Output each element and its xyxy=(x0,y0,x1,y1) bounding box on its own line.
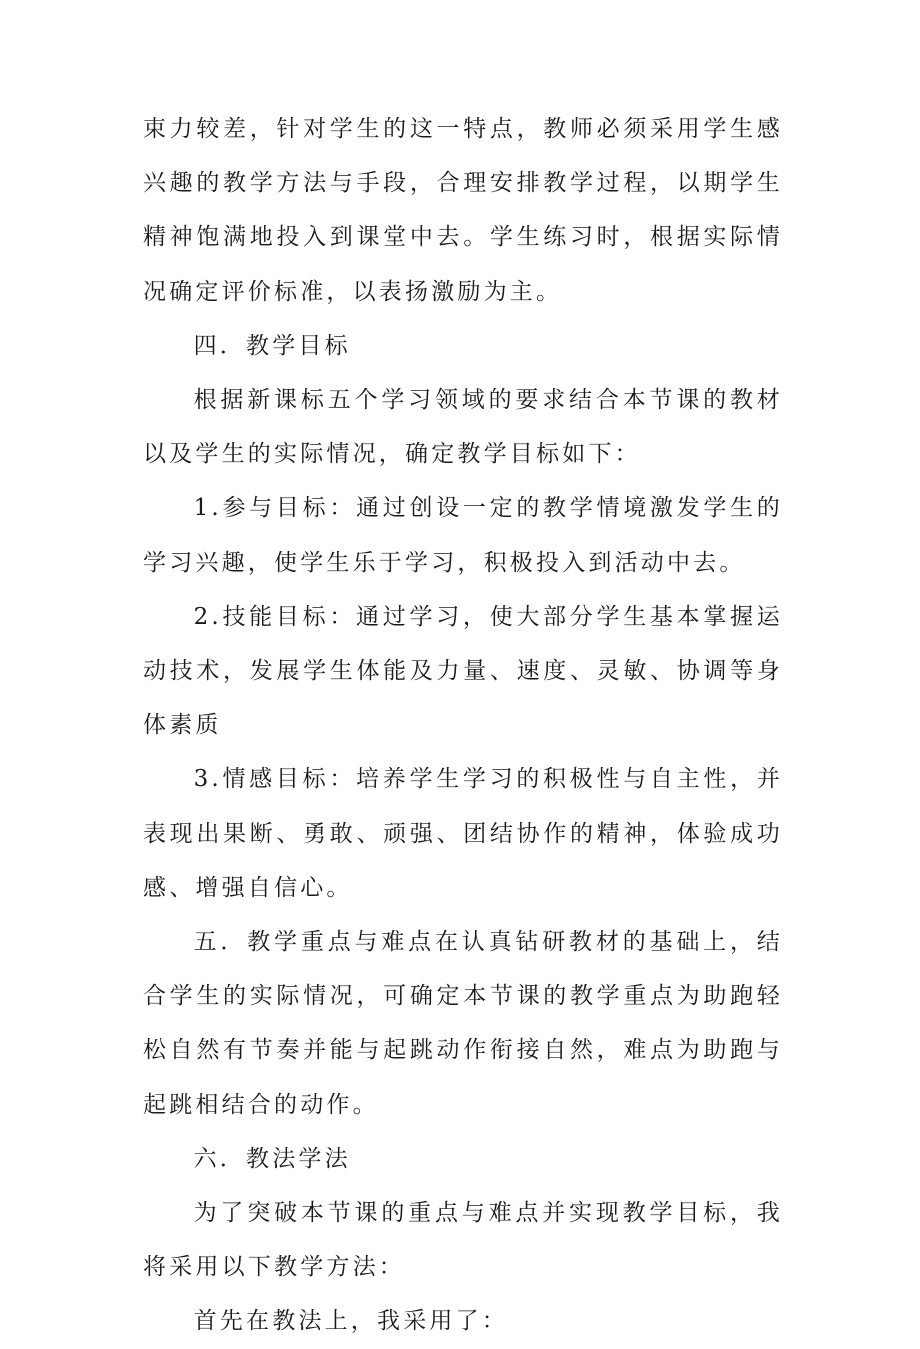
section-heading-teaching-goals: 四．教学目标 xyxy=(193,332,351,359)
paragraph-goals-intro: 根据新课标五个学习领域的要求结合本节课的教材以及学生的实际情况，确定教学目标如下： xyxy=(143,387,783,468)
list-item-participation-goal: 1.参与目标：通过创设一定的教学情境激发学生的学习兴趣，使学生乐于学习，积极投入到活动中去。 xyxy=(143,495,783,576)
paragraph-continuation: 束力较差，针对学生的这一特点，教师必须采用学生感兴趣的教学方法与手段，合理安排教学过程，以期学生精神饱满地投入到课堂中去。学生练习时，根据实际情况确定评价标准，以表扬激励为主。 xyxy=(143,116,783,305)
paragraph-teaching-method: 首先在教法上，我采用了： xyxy=(193,1308,508,1335)
paragraph-key-points: 五．教学重点与难点在认真钻研教材的基础上，结合学生的实际情况，可确定本节课的教学重点为助跑轻松自然有节奏并能与起跳动作衔接自然，难点为助跑与起跳相结合的动作。 xyxy=(143,929,783,1118)
paragraph-methods-intro: 为了突破本节课的重点与难点并实现教学目标，我将采用以下教学方法： xyxy=(143,1200,783,1281)
list-item-emotion-goal: 3.情感目标：培养学生学习的积极性与自主性，并表现出果断、勇敢、顽强、团结协作的精神，体验成功感、增强自信心。 xyxy=(143,766,783,901)
document-body xyxy=(143,102,783,1349)
list-item-skill-goal: 2.技能目标：通过学习，使大部分学生基本掌握运动技术，发展学生体能及力量、速度、灵敏、协调等身体素质 xyxy=(143,603,783,739)
section-heading-methods: 六．教法学法 xyxy=(193,1145,351,1172)
